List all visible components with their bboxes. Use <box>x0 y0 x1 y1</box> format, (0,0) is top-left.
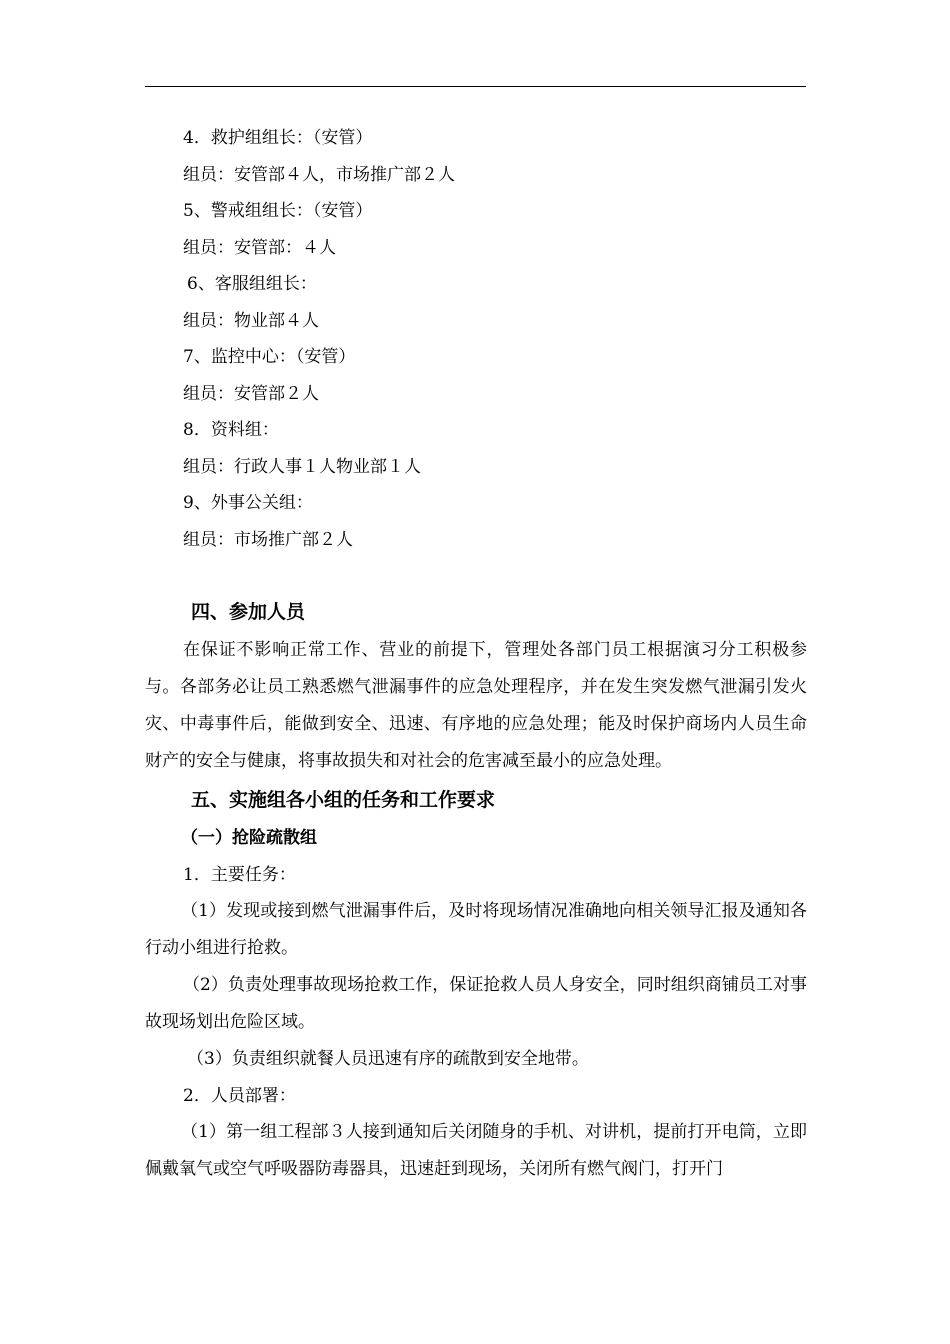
section-heading-tasks: 五、实施组各小组的任务和工作要求 <box>191 789 496 811</box>
org-line-pr-members: 组员：市场推广部２人 <box>183 529 353 550</box>
org-line-rescue-leader: 4．救护组组长：（安管） <box>183 128 373 148</box>
org-line-records-group: 8．资料组： <box>183 420 279 440</box>
document-body <box>145 120 807 1188</box>
task-item-3: （3）负责组织就餐人员迅速有序的疏散到安全地带。 <box>187 1049 589 1069</box>
task-item-2: （2）负责处理事故现场抢救工作，保证抢救人员人身安全，同时组织商铺员工对事故现场划出危险区域。 <box>145 975 807 1032</box>
org-line-monitor-members: 组员：安管部２人 <box>183 383 319 404</box>
org-line-guard-members: 组员：安管部：４人 <box>183 237 336 258</box>
deploy-item-1: （1）第一组工程部３人接到通知后关闭随身的手机、对讲机，提前打开电筒，立即佩戴氧气或空气呼吸器防毒器具，迅速赶到现场，关闭所有燃气阀门，打开门 <box>145 1122 807 1179</box>
org-line-service-leader: 6、客服组组长： <box>187 274 317 294</box>
org-line-monitor-center: 7、监控中心：（安管） <box>183 347 356 367</box>
deploy-title: 2．人员部署： <box>183 1085 296 1106</box>
participants-paragraph: 在保证不影响正常工作、营业的前提下，管理处各部门员工根据演习分工积极参与。各部务必让员工熟悉燃气泄漏事件的应急处理程序，并在发生突发燃气泄漏引发火灾、中毒事件后，能做到安全、迅速、有序地的应急处理；能及时保护商场内人员生命财产的安全与健康，将事故损失和对社会的危害减至最小的应急处理。 <box>145 640 807 771</box>
org-line-pr-group: 9、外事公关组： <box>183 493 313 513</box>
task-title: 1．主要任务： <box>183 864 296 885</box>
org-line-guard-leader: 5、警戒组组长：（安管） <box>183 201 373 221</box>
task-item-1: （1）发现或接到燃气泄漏事件后，及时将现场情况准确地向相关领导汇报及通知各行动小组进行抢救。 <box>145 901 807 958</box>
org-line-records-members: 组员：行政人事１人物业部１人 <box>183 456 421 477</box>
org-line-rescue-members: 组员：安管部４人，市场推广部２人 <box>183 164 455 185</box>
section-heading-participants: 四、参加人员 <box>191 601 306 623</box>
subheading-rescue-evacuation: （一）抢险疏散组 <box>181 828 317 848</box>
org-line-service-members: 组员：物业部４人 <box>183 310 319 331</box>
section-gap <box>145 558 807 592</box>
header-rule <box>145 86 806 87</box>
